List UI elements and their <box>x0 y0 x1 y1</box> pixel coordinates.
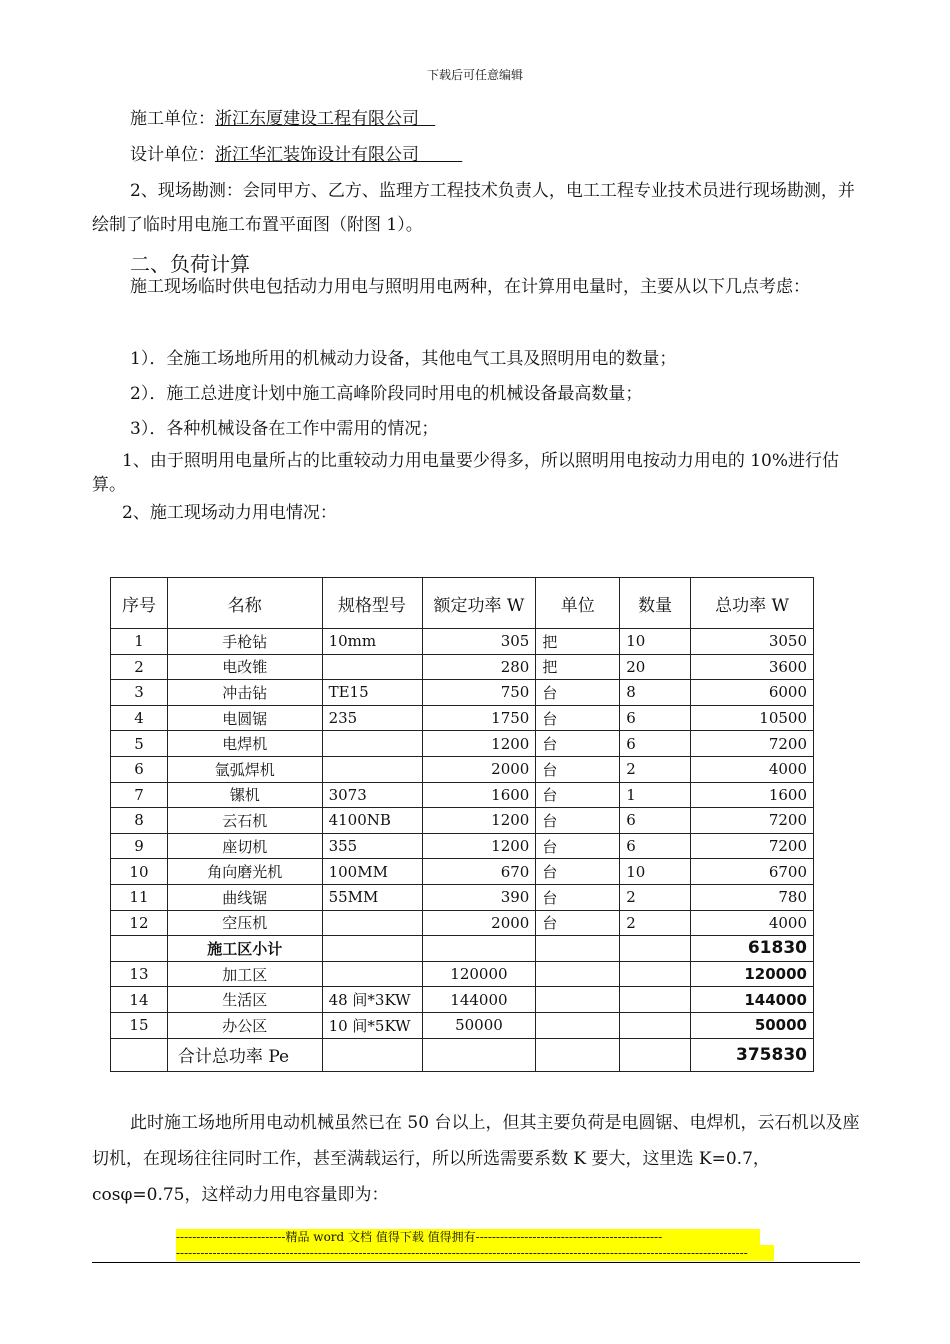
cell-name: 办公区 <box>167 1012 322 1038</box>
cell-seq: 2 <box>111 654 168 680</box>
cell-quantity: 1 <box>620 782 691 808</box>
cell-model <box>322 910 422 936</box>
cell-quantity: 8 <box>620 680 691 706</box>
area-row <box>111 961 814 987</box>
cell-total-power: 144000 <box>691 987 814 1013</box>
cell-total-power: 50000 <box>691 1012 814 1038</box>
cell-model: 235 <box>322 705 422 731</box>
total-label: 合计总功率 Pe <box>167 1038 322 1071</box>
cell-seq: 15 <box>111 1012 168 1038</box>
cell-seq: 1 <box>111 629 168 655</box>
survey-paragraph: 2、现场勘测：会同甲方、乙方、监理方工程技术负责人，电工工程专业技术员进行现场勘测，并绘制了临时用电施工布置平面图（附图 1）。 <box>92 181 855 235</box>
cell-rated-power: 2000 <box>422 756 536 782</box>
cell-unit: 台 <box>536 782 620 808</box>
header-seq: 序号 <box>111 578 168 629</box>
power-title: 2、施工现场动力用电情况： <box>122 503 337 523</box>
cell-rated-power: 2000 <box>422 910 536 936</box>
cell-seq: 11 <box>111 884 168 910</box>
cell-model <box>322 731 422 757</box>
cell-rated-power: 1200 <box>422 731 536 757</box>
construction-unit-label: 施工单位： <box>130 109 215 129</box>
table-row <box>111 859 814 885</box>
cell-quantity <box>620 987 691 1013</box>
cell-unit: 台 <box>536 910 620 936</box>
cell-total-power: 4000 <box>691 756 814 782</box>
header-model: 规格型号 <box>322 578 422 629</box>
cell-total-power: 7200 <box>691 833 814 859</box>
construction-unit-value: 浙江东厦建设工程有限公司 <box>215 109 419 129</box>
cell-quantity <box>620 1012 691 1038</box>
cell-seq: 14 <box>111 987 168 1013</box>
subtotal-value: 61830 <box>691 936 814 962</box>
page-header: 下载后可任意编辑 <box>426 68 523 82</box>
cell-name: 电焊机 <box>167 731 322 757</box>
point-2: 2）．施工总进度计划中施工高峰阶段同时用电的机械设备最高数量； <box>130 384 643 404</box>
cell-unit: 台 <box>536 833 620 859</box>
lighting-paragraph: 1、由于照明用电量所占的比重较动力用电量要少得多，所以照明用电按动力用电的 10%进行估算。 <box>92 451 840 495</box>
cell-model <box>322 961 422 987</box>
cell-quantity: 2 <box>620 884 691 910</box>
cell-quantity: 10 <box>620 629 691 655</box>
cell-quantity: 6 <box>620 705 691 731</box>
cell-quantity: 6 <box>620 808 691 834</box>
cell-unit: 台 <box>536 756 620 782</box>
cell-rated-power: 1600 <box>422 782 536 808</box>
cell-unit: 台 <box>536 731 620 757</box>
footer-banner-line-1: ---------------------------精品 word 文档 值得下载 值得拥有---------------------------------------------- <box>176 1229 760 1245</box>
design-unit-line <box>92 138 898 172</box>
table-row <box>111 782 814 808</box>
cell-rated-power: 1200 <box>422 808 536 834</box>
subtotal-row <box>111 936 814 962</box>
cell-name: 加工区 <box>167 961 322 987</box>
cell-name: 角向磨光机 <box>167 859 322 885</box>
header-name: 名称 <box>167 578 322 629</box>
cell-total-power: 10500 <box>691 705 814 731</box>
cell-unit: 台 <box>536 705 620 731</box>
cell-unit <box>536 1012 620 1038</box>
table-header-row <box>111 578 814 629</box>
header-quantity: 数量 <box>620 578 691 629</box>
cell-unit: 把 <box>536 654 620 680</box>
cell-model: TE15 <box>322 680 422 706</box>
cell-total-power: 780 <box>691 884 814 910</box>
cell-quantity: 2 <box>620 756 691 782</box>
cell-rated-power: 670 <box>422 859 536 885</box>
cell-model: 355 <box>322 833 422 859</box>
cell-unit: 台 <box>536 808 620 834</box>
cell-name: 电圆锯 <box>167 705 322 731</box>
cell-seq: 8 <box>111 808 168 834</box>
header-total-power: 总功率 W <box>691 578 814 629</box>
cell-model: 10mm <box>322 629 422 655</box>
cell-rated-power: 50000 <box>422 1012 536 1038</box>
cell-name: 氩弧焊机 <box>167 756 322 782</box>
cell-quantity: 6 <box>620 833 691 859</box>
table-row <box>111 629 814 655</box>
cell-unit: 台 <box>536 884 620 910</box>
total-row <box>111 1038 814 1071</box>
cell-model: 48 间*3KW <box>322 987 422 1013</box>
table-row <box>111 910 814 936</box>
cell-name: 座切机 <box>167 833 322 859</box>
footer-divider <box>92 1262 860 1263</box>
table-row <box>111 756 814 782</box>
cell-model: 3073 <box>322 782 422 808</box>
cell-total-power: 1600 <box>691 782 814 808</box>
cell-rated-power: 305 <box>422 629 536 655</box>
cell-total-power: 4000 <box>691 910 814 936</box>
cell-quantity: 20 <box>620 654 691 680</box>
table-row <box>111 884 814 910</box>
cell-seq: 9 <box>111 833 168 859</box>
cell-name: 电改锥 <box>167 654 322 680</box>
table-row <box>111 731 814 757</box>
table-row <box>111 680 814 706</box>
cell-seq: 4 <box>111 705 168 731</box>
area-row <box>111 987 814 1013</box>
cell-rated-power: 750 <box>422 680 536 706</box>
point-1: 1）．全施工场地所用的机械动力设备，其他电气工具及照明用电的数量； <box>130 349 677 369</box>
cell-unit: 台 <box>536 680 620 706</box>
cell-rated-power: 120000 <box>422 961 536 987</box>
design-unit-value: 浙江华汇装饰设计有限公司 <box>215 145 419 165</box>
cell-rated-power: 390 <box>422 884 536 910</box>
conclusion-paragraph: 此时施工场地所用电动机械虽然已在 50 台以上，但其主要负荷是电圆锯、电焊机，云石机以及座切机，在现场往往同时工作，甚至满载运行，所以所选需要系数 K 要大，这里选 K=0.7，cosφ=0.75，这样动力用电容量即为： <box>92 1113 860 1205</box>
cell-total-power: 6000 <box>691 680 814 706</box>
cell-total-power: 6700 <box>691 859 814 885</box>
table-row <box>111 654 814 680</box>
cell-name: 云石机 <box>167 808 322 834</box>
cell-model: 55MM <box>322 884 422 910</box>
header-unit: 单位 <box>536 578 620 629</box>
cell-total-power: 7200 <box>691 808 814 834</box>
table-row <box>111 705 814 731</box>
subtotal-label: 施工区小计 <box>167 936 322 962</box>
header-rated-power: 额定功率 W <box>422 578 536 629</box>
cell-model: 100MM <box>322 859 422 885</box>
cell-total-power: 3050 <box>691 629 814 655</box>
area-row <box>111 1012 814 1038</box>
intro-paragraph: 施工现场临时供电包括动力用电与照明用电两种，在计算用电量时，主要从以下几点考虑： <box>130 277 810 297</box>
cell-quantity: 6 <box>620 731 691 757</box>
cell-name: 手枪钻 <box>167 629 322 655</box>
total-value: 375830 <box>691 1038 814 1071</box>
table-row <box>111 808 814 834</box>
cell-quantity <box>620 961 691 987</box>
cell-model: 10 间*5KW <box>322 1012 422 1038</box>
cell-total-power: 120000 <box>691 961 814 987</box>
point-3: 3）．各种机械设备在工作中需用的情况； <box>130 419 439 439</box>
table-row <box>111 833 814 859</box>
cell-seq: 5 <box>111 731 168 757</box>
construction-unit-line <box>92 102 898 136</box>
footer-banner-line-2: --------------------------------------------------------------------------------------------------------------------------------------------- <box>176 1245 774 1261</box>
cell-rated-power: 1200 <box>422 833 536 859</box>
cell-seq: 7 <box>111 782 168 808</box>
cell-name: 镙机 <box>167 782 322 808</box>
cell-model <box>322 654 422 680</box>
cell-model: 4100NB <box>322 808 422 834</box>
cell-seq: 10 <box>111 859 168 885</box>
cell-unit: 台 <box>536 859 620 885</box>
cell-seq: 6 <box>111 756 168 782</box>
cell-name: 曲线锯 <box>167 884 322 910</box>
cell-quantity: 2 <box>620 910 691 936</box>
cell-unit <box>536 961 620 987</box>
cell-name: 空压机 <box>167 910 322 936</box>
cell-model <box>322 756 422 782</box>
cell-total-power: 3600 <box>691 654 814 680</box>
cell-name: 冲击钻 <box>167 680 322 706</box>
cell-rated-power: 144000 <box>422 987 536 1013</box>
cell-quantity: 10 <box>620 859 691 885</box>
cell-name: 生活区 <box>167 987 322 1013</box>
design-unit-label: 设计单位： <box>130 145 215 165</box>
cell-seq: 13 <box>111 961 168 987</box>
cell-unit: 把 <box>536 629 620 655</box>
section-title: 二、负荷计算 <box>130 252 250 276</box>
cell-rated-power: 280 <box>422 654 536 680</box>
cell-unit <box>536 987 620 1013</box>
cell-seq: 12 <box>111 910 168 936</box>
cell-rated-power: 1750 <box>422 705 536 731</box>
power-table <box>110 577 814 1072</box>
cell-total-power: 7200 <box>691 731 814 757</box>
cell-seq: 3 <box>111 680 168 706</box>
